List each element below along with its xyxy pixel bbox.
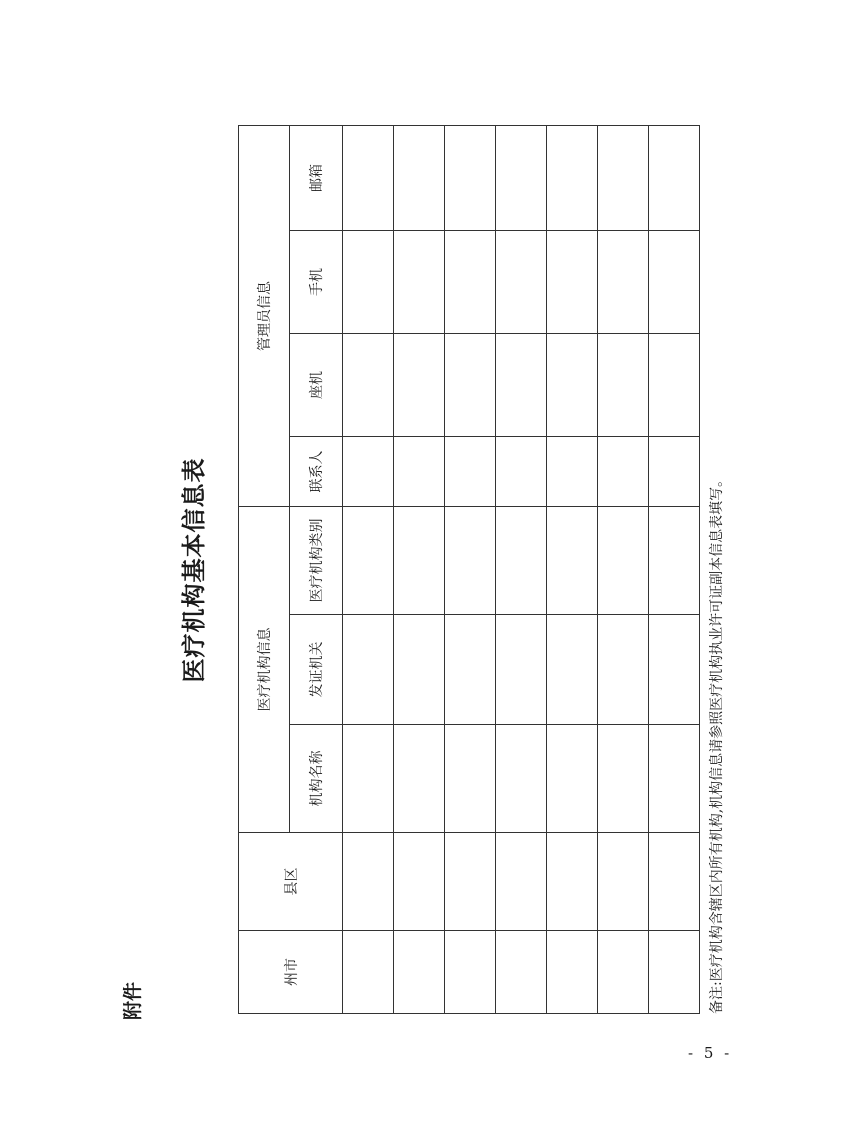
header-email: 邮箱: [290, 125, 343, 230]
header-county: 县区: [239, 833, 343, 931]
table-cell: [649, 125, 700, 230]
table-cell: [394, 615, 445, 725]
table-cell: [598, 931, 649, 1014]
table-cell: [547, 125, 598, 230]
header-mobile: 手机: [290, 230, 343, 333]
header-institution-info: 医疗机构信息: [239, 506, 290, 832]
page-number: - 5 -: [688, 1044, 733, 1062]
table-row: [598, 125, 649, 1013]
table-note: 备注:医疗机构含辖区内所有机构,机构信息请参照医疗机构执业许可证副本信息表填写。: [709, 472, 725, 1014]
table-cell: [445, 436, 496, 506]
table-cell: [343, 230, 394, 333]
table-cell: [598, 436, 649, 506]
header-contact-person: 联系人: [290, 436, 343, 506]
table-cell: [598, 333, 649, 436]
table-cell: [445, 230, 496, 333]
table-row: [496, 125, 547, 1013]
table-row: [547, 125, 598, 1013]
table-cell: [598, 615, 649, 725]
table-cell: [649, 615, 700, 725]
header-institution-type: 医疗机构类别: [290, 506, 343, 614]
table-cell: [547, 833, 598, 931]
table-cell: [547, 615, 598, 725]
table-cell: [598, 506, 649, 614]
table-cell: [649, 436, 700, 506]
table-cell: [496, 230, 547, 333]
header-landline: 座机: [290, 333, 343, 436]
table-cell: [445, 506, 496, 614]
table-cell: [547, 333, 598, 436]
table-cell: [649, 725, 700, 833]
table-cell: [496, 333, 547, 436]
table-cell: [649, 333, 700, 436]
table-cell: [343, 125, 394, 230]
table-row: [649, 125, 700, 1013]
table-cell: [496, 125, 547, 230]
table-cell: [649, 833, 700, 931]
table-cell: [496, 725, 547, 833]
table-cell: [445, 125, 496, 230]
table-cell: [394, 725, 445, 833]
table-cell: [343, 615, 394, 725]
attachment-label: 附件: [122, 981, 144, 1020]
header-admin-info: 管理员信息: [239, 125, 290, 506]
table-cell: [394, 436, 445, 506]
table-cell: [394, 230, 445, 333]
table-cell: [343, 725, 394, 833]
table-cell: [547, 931, 598, 1014]
table-cell: [598, 725, 649, 833]
table-row: [445, 125, 496, 1013]
header-issuing-authority: 发证机关: [290, 615, 343, 725]
table-cell: [496, 833, 547, 931]
table-cell: [394, 125, 445, 230]
table-cell: [496, 436, 547, 506]
header-institution-name: 机构名称: [290, 725, 343, 833]
table-cell: [547, 436, 598, 506]
table-row: [343, 125, 394, 1013]
table-cell: [445, 615, 496, 725]
table-cell: [598, 833, 649, 931]
table-cell: [445, 333, 496, 436]
table-cell: [598, 230, 649, 333]
table-cell: [394, 931, 445, 1014]
table-cell: [394, 506, 445, 614]
table-cell: [445, 725, 496, 833]
table-cell: [649, 506, 700, 614]
table-cell: [445, 931, 496, 1014]
table-cell: [394, 333, 445, 436]
table-cell: [547, 230, 598, 333]
table-cell: [496, 506, 547, 614]
table-cell: [343, 333, 394, 436]
table-cell: [343, 833, 394, 931]
table-cell: [649, 230, 700, 333]
table-cell: [649, 931, 700, 1014]
header-city: 州市: [239, 931, 343, 1014]
page-title: 医疗机构基本信息表: [180, 457, 208, 683]
landscape-page: [118, 120, 738, 1020]
table-cell: [496, 931, 547, 1014]
table-cell: [547, 506, 598, 614]
table-cell: [445, 833, 496, 931]
table-cell: [547, 725, 598, 833]
table-cell: [343, 931, 394, 1014]
table-cell: [343, 436, 394, 506]
table-cell: [496, 615, 547, 725]
table-cell: [394, 833, 445, 931]
table-row: [394, 125, 445, 1013]
table-cell: [343, 506, 394, 614]
institution-info-table: [238, 125, 700, 1014]
table-cell: [598, 125, 649, 230]
